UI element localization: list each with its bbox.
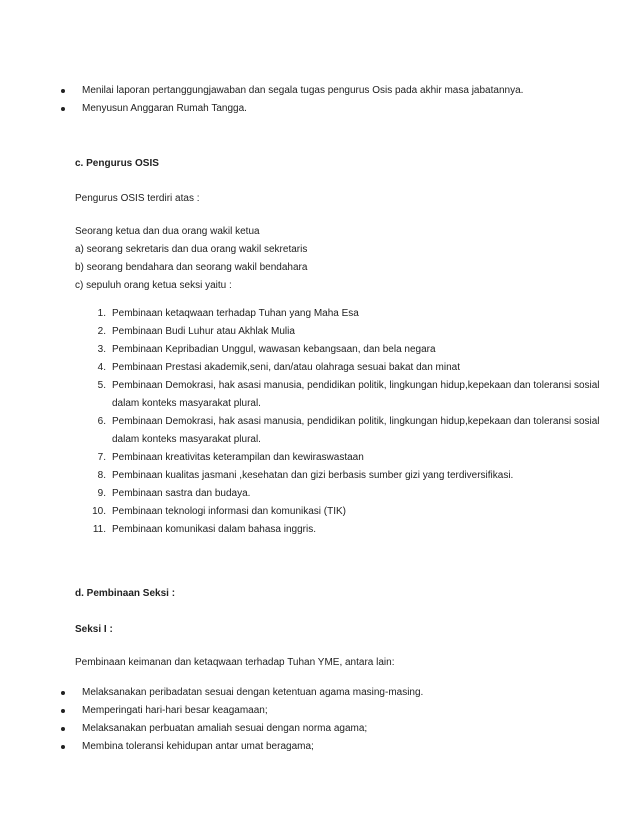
list-item bbox=[97, 467, 600, 485]
bullet-text: Memperingati hari-hari besar keagamaan; bbox=[82, 705, 268, 716]
list-item bbox=[97, 341, 600, 359]
bullet-icon bbox=[61, 709, 65, 713]
list-item bbox=[97, 377, 600, 413]
list-text: Pembinaan sastra dan budaya. bbox=[112, 488, 251, 499]
list-text: Pembinaan ketaqwaan terhadap Tuhan yang Maha Esa bbox=[112, 308, 359, 319]
list-number: 8. bbox=[97, 470, 106, 481]
section-d-heading: d. Pembinaan Seksi : bbox=[75, 588, 176, 599]
section-d-subheading: Seksi I : bbox=[75, 624, 113, 635]
list-number: 5. bbox=[97, 380, 106, 391]
section-d-intro: Pembinaan keimanan dan ketaqwaan terhadap Tuhan YME, antara lain: bbox=[75, 657, 395, 668]
list-item bbox=[82, 82, 523, 100]
list-text: Pembinaan Kepribadian Unggul, wawasan kebangsaan, dan bela negara bbox=[112, 344, 436, 355]
list-item bbox=[97, 305, 600, 323]
seksi-numbered-list bbox=[92, 305, 600, 539]
list-number: 4. bbox=[97, 362, 106, 373]
list-item bbox=[82, 684, 423, 702]
list-item bbox=[97, 449, 600, 467]
list-number: 11. bbox=[92, 524, 106, 535]
top-bullet-list bbox=[82, 82, 523, 118]
bullet-icon bbox=[61, 691, 65, 695]
section-c-line: a) seorang sekretaris dan dua orang wakil sekretaris bbox=[75, 244, 308, 255]
bullet-icon bbox=[61, 89, 65, 93]
bullet-text: Melaksanakan peribadatan sesuai dengan ketentuan agama masing-masing. bbox=[82, 687, 424, 698]
list-number: 6. bbox=[97, 416, 106, 427]
section-c-intro: Pengurus OSIS terdiri atas : bbox=[75, 193, 200, 204]
list-text: Pembinaan Prestasi akademik,seni, dan/atau olahraga sesuai bakat dan minat bbox=[112, 362, 460, 373]
section-c-heading: c. Pengurus OSIS bbox=[75, 158, 159, 169]
list-item bbox=[97, 359, 600, 377]
bullet-text: Membina toleransi kehidupan antar umat beragama; bbox=[82, 741, 314, 752]
list-text: Pembinaan komunikasi dalam bahasa inggris. bbox=[112, 524, 317, 535]
seksi-i-bullet-list bbox=[82, 684, 423, 756]
list-text: Pembinaan Demokrasi, hak asasi manusia, pendidikan politik, lingkungan hidup,kepekaan dan toleransi sosial bbox=[112, 416, 600, 427]
list-item bbox=[97, 413, 600, 449]
list-text: Pembinaan teknologi informasi dan komunikasi (TIK) bbox=[112, 506, 346, 517]
list-text-continuation: dalam konteks masyarakat plural. bbox=[112, 434, 261, 445]
list-item bbox=[82, 738, 423, 756]
section-c-line: Seorang ketua dan dua orang wakil ketua bbox=[75, 226, 260, 237]
bullet-icon bbox=[61, 727, 65, 731]
list-item bbox=[82, 720, 423, 738]
list-number: 1. bbox=[97, 308, 106, 319]
list-text: Pembinaan kreativitas keterampilan dan kewiraswastaan bbox=[112, 452, 364, 463]
list-text: Pembinaan Budi Luhur atau Akhlak Mulia bbox=[112, 326, 295, 337]
list-text-continuation: dalam konteks masyarakat plural. bbox=[112, 398, 261, 409]
list-number: 2. bbox=[97, 326, 106, 337]
bullet-icon bbox=[61, 107, 65, 111]
list-item bbox=[82, 702, 423, 720]
list-number: 7. bbox=[97, 452, 106, 463]
list-item bbox=[97, 323, 600, 341]
list-item bbox=[82, 100, 523, 118]
list-number: 9. bbox=[97, 488, 106, 499]
bullet-text: Menyusun Anggaran Rumah Tangga. bbox=[82, 103, 247, 114]
list-item bbox=[92, 503, 600, 521]
section-c-line: b) seorang bendahara dan seorang wakil bendahara bbox=[75, 262, 308, 273]
bullet-text: Menilai laporan pertanggungjawaban dan segala tugas pengurus Osis pada akhir masa jabatannya. bbox=[82, 85, 524, 96]
list-number: 3. bbox=[97, 344, 106, 355]
bullet-text: Melaksanakan perbuatan amaliah sesuai dengan norma agama; bbox=[82, 723, 368, 734]
list-text: Pembinaan Demokrasi, hak asasi manusia, pendidikan politik, lingkungan hidup,kepekaan dan toleransi sosial bbox=[112, 380, 600, 391]
bullet-icon bbox=[61, 745, 65, 749]
list-item bbox=[97, 485, 600, 503]
list-number: 10. bbox=[92, 506, 106, 517]
section-c-line: c) sepuluh orang ketua seksi yaitu : bbox=[75, 280, 232, 291]
list-item bbox=[92, 521, 600, 539]
list-text: Pembinaan kualitas jasmani ,kesehatan dan gizi berbasis sumber gizi yang terdiversifikasi. bbox=[112, 470, 514, 481]
